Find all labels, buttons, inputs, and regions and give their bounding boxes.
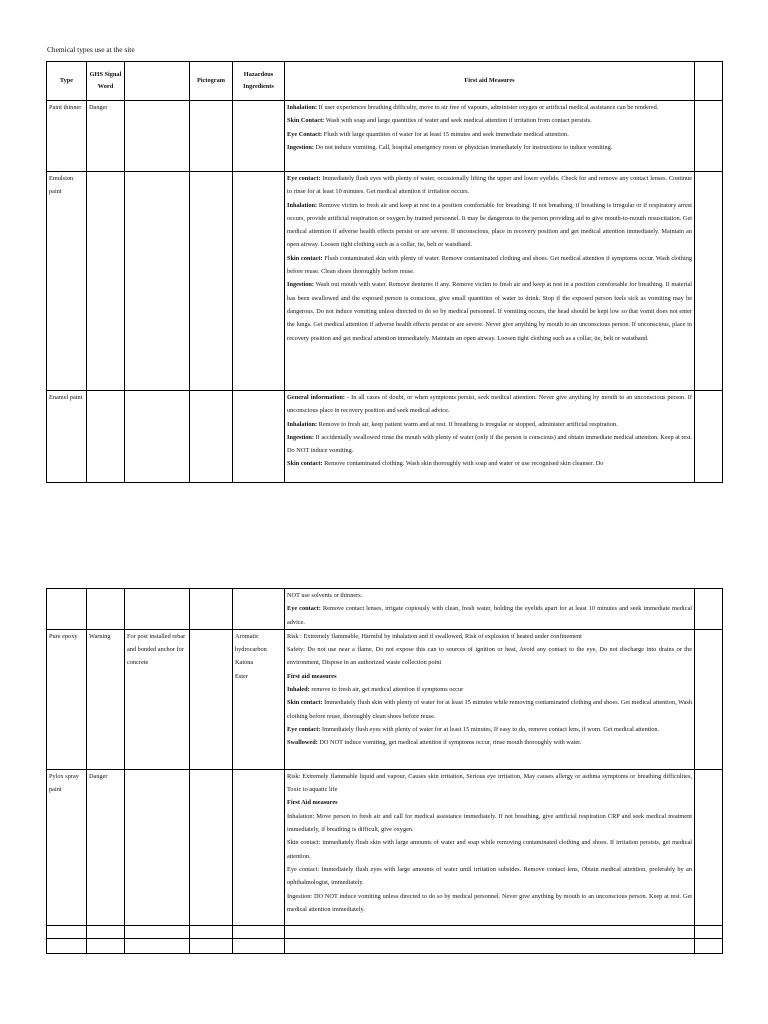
cell-use (125, 101, 190, 172)
cell-type: Enamel paint (47, 391, 87, 483)
risk-statement: Risk : Extremely flammable, Harmful by inhalation and if swallowed, Risk of explosion if heated under confinement (287, 632, 582, 640)
cell-extra (695, 629, 723, 769)
cell-first-aid (285, 391, 695, 483)
header-hazardous-ingredients: Hazardous Ingredients (233, 62, 285, 101)
cell-extra (695, 172, 723, 391)
first-aid-heading: First Aid measures (287, 799, 338, 807)
cell-pictogram (190, 101, 233, 172)
cell-extra (695, 769, 723, 925)
safety-statement: Safety: Do not use near a flame, Do not expose this can to sources of ignition or heat, Avoid any contact to the eye, Do not discharge into drains or the environment, Dispose in an authorized waste collection point (287, 646, 692, 667)
cell-signal-word: Danger (87, 101, 125, 172)
measure-skin: Skin contact: immediately flush skin with large amounts of water and soap while removing contaminated clothing and shoes. If irritation persists, get medical attention. (287, 839, 692, 860)
measure-skin-continued: NOT use solvents or thinners. (287, 592, 363, 599)
ingredient-item: Aromatic hydrocarbon (235, 632, 267, 654)
cell-signal-word: Danger (87, 769, 125, 925)
cell-empty (233, 938, 285, 953)
measure-general: General information: - In all cases of doubt, or when symptoms persist, seek medical attention. Never give anything by mouth to an unconscious person. If unconscious place in recovery position and seek medical advice. (287, 394, 692, 415)
cell-empty (47, 925, 87, 938)
cell-pictogram (190, 629, 233, 769)
measure-eye: Eye contact: Immediately flush eyes with plenty of water, occasionally lifting the upper and lower eyelids. Check for and remove any contact lenses. Continue to rinse for at least 10 minutes. Get medical attention if irritation occurs. (287, 175, 692, 196)
measure-inhalation: Inhalation: Move person to fresh air and call for medical assistance immediately. If not breathing, give artificial respiration CRP and seek medical treatment immediately, if breathing is difficult, give oxygen. (287, 812, 692, 834)
measure-skin: Skin contact: Flush contaminated skin with plenty of water. Remove contaminated clothing and shoes. Get medical attention if symptoms occur. Wash clothing before reuse. Clean shoes thoroughly before reuse. (287, 254, 692, 276)
cell-first-aid (285, 629, 695, 769)
cell-empty (233, 925, 285, 938)
measure-inhalation: Inhalation: Remove to fresh air, keep patient warm and at rest. If breathing is irregular or stopped, administer artificial respiration. (287, 420, 618, 428)
cell-empty (125, 925, 190, 938)
header-type: Type (47, 62, 87, 101)
cell-use (125, 391, 190, 483)
table-row-pure-epoxy (47, 629, 723, 769)
cell-signal-word (87, 391, 125, 483)
cell-pictogram (190, 589, 233, 630)
chemical-table-part-2 (46, 588, 723, 954)
cell-type: Emulsion paint (47, 172, 87, 391)
measure-eye: Eye contact: Immediately flush eyes with plenty of water for at least 15 minutes, If easy to do, remove contact lens, if worn. Get medical attention. (287, 725, 660, 733)
measure-skin: Skin Contact: Wash with soap and large quantities of water and seek medical attention if irritation from contact persists. (287, 117, 592, 125)
first-aid-heading: First aid measures (287, 672, 337, 680)
table-row-continuation (47, 589, 723, 630)
cell-empty (695, 938, 723, 953)
header-pictogram: Pictogram (190, 62, 233, 101)
cell-ingredients (233, 769, 285, 925)
cell-pictogram (190, 391, 233, 483)
measure-inhalation: Inhalation: If user experiences breathing difficulty, move to air free of vapours, administer oxygen or artificial medical assistance can be rendered. (287, 104, 659, 111)
header-row (47, 62, 723, 101)
cell-first-aid (285, 172, 695, 391)
table-row-paint-thinner (47, 101, 723, 172)
cell-ingredients (233, 391, 285, 483)
cell-first-aid (285, 101, 695, 172)
chemical-table-part-1 (46, 61, 723, 483)
measure-skin: Skin contact: Remove contaminated clothing. Wash skin thoroughly with soap and water or use recognised skin cleanser. Do (287, 460, 604, 468)
measure-swallowed: Swallowed: DO NOT induce vomiting, get medical attention if symptoms occur, rinse mouth thoroughly with water. (287, 739, 582, 747)
header-use (125, 62, 190, 101)
table-row-pylox-spray-paint (47, 769, 723, 925)
measure-inhalation: Inhalation: Remove victim to fresh air and keep at rest in a position comfortable for breathing. If not breathing, if breathing is irregular or if respiratory arrest occurs, provide artificial respiration or oxygen by trained personnel. It may be dangerous to the person providing aid to give mouth-to-mouth resuscitation. Get medical attention if adverse health effects persist or are severe. If unconscious, place in recovery position and get medical attention immediately. Maintain an open airway. Loosen tight clothing such as a collar, tie, belt or waistband. (287, 201, 692, 249)
cell-use: For post installed rebar and bonded anchor for concrete (125, 629, 190, 769)
cell-signal-word: Warning (87, 629, 125, 769)
cell-signal-word (87, 172, 125, 391)
header-extra (695, 62, 723, 101)
cell-ingredients (233, 172, 285, 391)
cell-type: Paint thinner (47, 101, 87, 172)
cell-empty (285, 925, 695, 938)
measure-eye: Eye contact: Remove contact lenses, irrigate copiously with clean, fresh water, holding the eyelids apart for at least 10 minutes and seek immediate medical advice. (287, 605, 692, 626)
measure-eye: Eye contact: Immediately flush eyes with large amounts of water until irritation subsides. Remove contact lens, Obtain medical attention, preferably by an ophthalmologist, immediately. (287, 865, 692, 887)
table-row-enamel-paint (47, 391, 723, 483)
cell-use (125, 172, 190, 391)
cell-empty (87, 938, 125, 953)
cell-extra (695, 589, 723, 630)
measure-ingestion: Ingestion: Do not induce vomiting. Call, hospital emergency room or physician immediately for instructions to induce vomiting. (287, 143, 613, 151)
cell-type (47, 589, 87, 630)
cell-pictogram (190, 172, 233, 391)
table-row-empty (47, 925, 723, 938)
cell-empty (285, 938, 695, 953)
table-caption: Chemical types use at the site (47, 45, 135, 54)
cell-empty (125, 938, 190, 953)
cell-first-aid (285, 589, 695, 630)
measure-skin: Skin contact: Immediately flush skin with plenty of water for at least 15 minutes while removing contaminated clothing and shoes. Get medical attention, Wash clothing before reuse, thoroughly clean shoes before reuse. (287, 699, 692, 720)
cell-pictogram (190, 769, 233, 925)
cell-use (125, 589, 190, 630)
cell-first-aid (285, 769, 695, 925)
cell-empty (190, 925, 233, 938)
measure-inhaled: Inhaled: remove to fresh air, get medical attention if symptoms occur (287, 686, 464, 694)
cell-use (125, 769, 190, 925)
table-row-emulsion-paint (47, 172, 723, 391)
cell-empty (87, 925, 125, 938)
risk-statement: Risk: Extremely flammable liquid and vapour, Causes skin irritation, Serious eye irritation, May causes allergy or asthma symptoms or breathing difficulties, Toxic to aquatic life (287, 772, 692, 794)
measure-eye: Eye Contact: Flush with large quantities of water for at least 15 minutes and seek immediate medical attention. (287, 130, 569, 138)
header-signal-word: GHS Signal Word (87, 62, 125, 101)
table-row-empty (47, 938, 723, 953)
cell-ingredients (233, 629, 285, 769)
cell-ingredients (233, 101, 285, 172)
cell-extra (695, 101, 723, 172)
ingredient-item: Katona (235, 659, 254, 667)
measure-ingestion: Ingestion: Wash out mouth with water. Remove dentures if any. Remove victim to fresh air and keep at rest in a position comfortable for breathing. If material has been swallowed and the exposed person is conscious, give small quantities of water to drink. Stop if the exposed person feels sick as vomiting may be dangerous. Do not induce vomiting unless directed to do so by medical personnel. If vomiting occurs, the head should be kept low so that vomit does not enter the lungs. Get medical attention if adverse health effects persist or are severe. Never give anything by mouth to an unconscious person. If unconscious, place in recovery position and get medical attention immediately. Maintain an open airway. Loosen tight clothing such as a collar, tie, belt or waistband. (287, 281, 692, 342)
header-first-aid: First aid Measures (285, 62, 695, 101)
cell-extra (695, 391, 723, 483)
cell-empty (190, 938, 233, 953)
cell-type: Pure epoxy (47, 629, 87, 769)
measure-ingestion: Ingestion: If accidentally swallowed rinse the mouth with plenty of water (only if the person is conscious) and obtain immediate medical attention. Keep at rest. Do NOT induce vomiting. (287, 433, 692, 455)
cell-empty (695, 925, 723, 938)
cell-signal-word (87, 589, 125, 630)
measure-ingestion: Ingestion: DO NOT induce vomiting unless directed to do so by medical personnel. Never give anything by mouth to an unconscious person. Keep at rest. Get medical attention immediately. (287, 892, 692, 913)
cell-empty (47, 938, 87, 953)
cell-ingredients (233, 589, 285, 630)
ingredient-item: Ester (235, 672, 248, 680)
cell-type: Pylox spray paint (47, 769, 87, 925)
